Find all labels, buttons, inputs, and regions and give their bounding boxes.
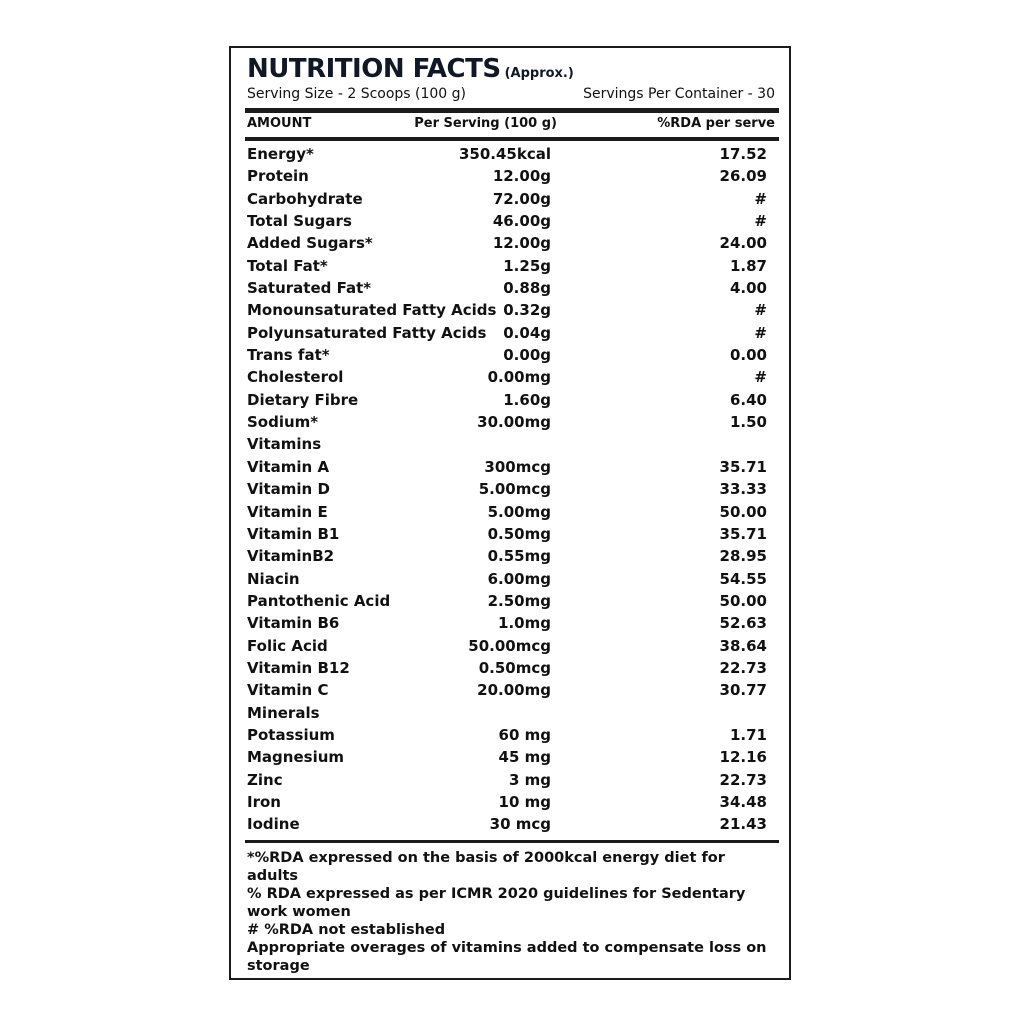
title-approx: (Approx.): [504, 66, 574, 81]
table-row: [247, 346, 767, 368]
table-row: [247, 257, 767, 279]
nutrient-amount: 0.32g: [503, 301, 551, 320]
nutrient-amount: 0.00mg: [487, 368, 551, 387]
table-row: [247, 458, 767, 480]
nutrient-name: Carbohydrate: [247, 189, 363, 208]
table-row: [247, 637, 767, 659]
table-row: [247, 145, 767, 167]
nutrient-amount: 3 mg: [508, 770, 551, 789]
table-row: [247, 659, 767, 681]
table-row: [247, 570, 767, 592]
nutrient-rda: #: [754, 323, 767, 342]
nutrient-amount: 300mcg: [484, 457, 551, 476]
table-row: [247, 391, 767, 413]
nutrient-name: Vitamin B6: [247, 614, 340, 633]
serving-size: Serving Size - 2 Scoops (100 g): [247, 86, 467, 102]
table-row: [247, 815, 767, 837]
nutrient-name: Dietary Fibre: [247, 390, 359, 409]
nutrient-amount: 0.88g: [503, 279, 551, 298]
nutrient-amount: 12.00g: [492, 234, 551, 253]
nutrient-amount: 50.00mcg: [468, 636, 551, 655]
section-vitamins: Vitamins: [247, 435, 322, 454]
nutrient-rda: 1.71: [729, 725, 767, 744]
nutrient-name: Iodine: [247, 815, 300, 834]
nutrient-amount: 6.00mg: [487, 569, 551, 588]
nutrient-rda: 0.00: [729, 346, 767, 365]
table-row: [247, 480, 767, 502]
nutrient-name: Total Fat*: [247, 256, 328, 275]
nutrient-amount: 20.00mg: [477, 681, 551, 700]
nutrient-amount: 0.50mg: [487, 524, 551, 543]
table-row: [247, 279, 767, 301]
divider-header: [245, 137, 779, 141]
column-per-serving: Per Serving (100 g): [414, 116, 557, 131]
table-row: [247, 592, 767, 614]
column-headers: [247, 116, 775, 136]
nutrient-amount: 45 mg: [498, 748, 551, 767]
nutrient-amount: 5.00mcg: [478, 480, 551, 499]
servings-per-container: Servings Per Container - 30: [583, 86, 775, 102]
nutrient-rda: 50.00: [719, 502, 767, 521]
nutrient-amount: 1.25g: [503, 256, 551, 275]
table-row: [247, 547, 767, 569]
page-title: NUTRITION FACTS: [247, 54, 501, 84]
nutrient-amount: 72.00g: [492, 189, 551, 208]
nutrient-name: Zinc: [247, 770, 283, 789]
nutrient-amount: 5.00mg: [487, 502, 551, 521]
table-row: [247, 167, 767, 189]
nutrient-rda: 6.40: [729, 390, 767, 409]
footnote: Appropriate overages of vitamins added to compensate loss on storage: [247, 940, 767, 974]
table-row: [247, 614, 767, 636]
table-row: [247, 301, 767, 323]
nutrient-name: Added Sugars*: [247, 234, 373, 253]
divider-top: [245, 108, 779, 113]
nutrient-amount: 12.00g: [492, 167, 551, 186]
nutrient-rda: #: [754, 301, 767, 320]
nutrition-facts-panel: [229, 46, 791, 980]
nutrient-amount: 30 mcg: [489, 815, 551, 834]
nutrient-name: Magnesium: [247, 748, 345, 767]
table-row: [247, 413, 767, 435]
table-row: [247, 212, 767, 234]
nutrient-amount: 60 mg: [498, 725, 551, 744]
table-row: [247, 525, 767, 547]
nutrient-amount: 1.0mg: [498, 614, 551, 633]
nutrient-amount: 1.60g: [503, 390, 551, 409]
table-row: [247, 681, 767, 703]
nutrient-name: Monounsaturated Fatty Acids: [247, 301, 497, 320]
nutrient-rda: 1.50: [729, 413, 767, 432]
table-row: [247, 771, 767, 793]
table-row: [247, 503, 767, 525]
nutrient-name: Energy*: [247, 145, 314, 163]
serving-info: [247, 86, 775, 104]
nutrient-name: VitaminB2: [247, 547, 335, 566]
nutrient-name: Vitamin B1: [247, 524, 340, 543]
nutrient-rda: 30.77: [719, 681, 767, 700]
nutrient-name: Protein: [247, 167, 309, 186]
nutrient-name: Vitamin C: [247, 681, 329, 700]
nutrient-name: Folic Acid: [247, 636, 328, 655]
nutrient-name: Total Sugars: [247, 212, 352, 231]
nutrient-name: Sodium*: [247, 413, 319, 432]
nutrient-rda: 34.48: [719, 792, 767, 811]
nutrient-rda: 22.73: [719, 658, 767, 677]
nutrient-rda: 24.00: [719, 234, 767, 253]
section-minerals: Minerals: [247, 703, 320, 722]
divider-bottom: [245, 840, 779, 843]
nutrient-rda: #: [754, 189, 767, 208]
nutrient-name: Vitamin E: [247, 502, 328, 521]
column-amount: AMOUNT: [247, 116, 312, 131]
nutrient-rda: 35.71: [719, 524, 767, 543]
nutrient-name: Pantothenic Acid: [247, 591, 391, 610]
nutrient-name: Cholesterol: [247, 368, 344, 387]
nutrient-name: Iron: [247, 792, 281, 811]
nutrient-name: Vitamin B12: [247, 658, 350, 677]
table-row: [247, 190, 767, 212]
table-row: [247, 748, 767, 770]
footnotes: [247, 849, 775, 975]
nutrient-rda: 17.52: [719, 145, 767, 163]
table-row: [247, 793, 767, 815]
table-row: [247, 726, 767, 748]
nutrient-rda: 33.33: [719, 480, 767, 499]
nutrient-name: Vitamin D: [247, 480, 330, 499]
title-row: [247, 54, 574, 84]
nutrient-rda: 38.64: [719, 636, 767, 655]
nutrient-rda: 21.43: [719, 815, 767, 834]
table-row: [247, 368, 767, 390]
nutrient-rda: 35.71: [719, 457, 767, 476]
column-rda: %RDA per serve: [657, 116, 775, 131]
nutrient-name: Niacin: [247, 569, 300, 588]
nutrient-name: Potassium: [247, 725, 335, 744]
nutrient-rda: 4.00: [729, 279, 767, 298]
nutrient-rda: #: [754, 212, 767, 231]
nutrient-rda: 52.63: [719, 614, 767, 633]
nutrient-amount: 10 mg: [498, 792, 551, 811]
nutrient-rda: 12.16: [719, 748, 767, 767]
nutrient-amount: 0.50mcg: [478, 658, 551, 677]
nutrient-amount: 0.55mg: [487, 547, 551, 566]
nutrient-name: Saturated Fat*: [247, 279, 372, 298]
nutrient-name: Trans fat*: [247, 346, 330, 365]
nutrient-rda: 28.95: [719, 547, 767, 566]
nutrient-name: Polyunsaturated Fatty Acids: [247, 323, 487, 342]
nutrient-amount: 2.50mg: [487, 591, 551, 610]
table-row: [247, 234, 767, 256]
nutrient-rda: #: [754, 368, 767, 387]
nutrient-rda: 22.73: [719, 770, 767, 789]
nutrient-amount: 30.00mg: [477, 413, 551, 432]
nutrient-rda: 1.87: [729, 256, 767, 275]
nutrient-amount: 350.45kcal: [458, 145, 551, 163]
nutrient-rda: 26.09: [719, 167, 767, 186]
table-row: [247, 324, 767, 346]
nutrient-rda: 54.55: [719, 569, 767, 588]
nutrient-rda: 50.00: [719, 591, 767, 610]
nutrient-name: Vitamin A: [247, 457, 330, 476]
footnote: *%RDA expressed on the basis of 2000kcal energy diet for adults: [247, 850, 725, 884]
nutrient-table: [247, 145, 767, 838]
footnote: % RDA expressed as per ICMR 2020 guidelines for Sedentary work women: [247, 886, 746, 920]
nutrient-amount: 0.00g: [503, 346, 551, 365]
nutrient-amount: 0.04g: [503, 323, 551, 342]
footnote: # %RDA not established: [247, 922, 446, 938]
nutrient-amount: 46.00g: [492, 212, 551, 231]
